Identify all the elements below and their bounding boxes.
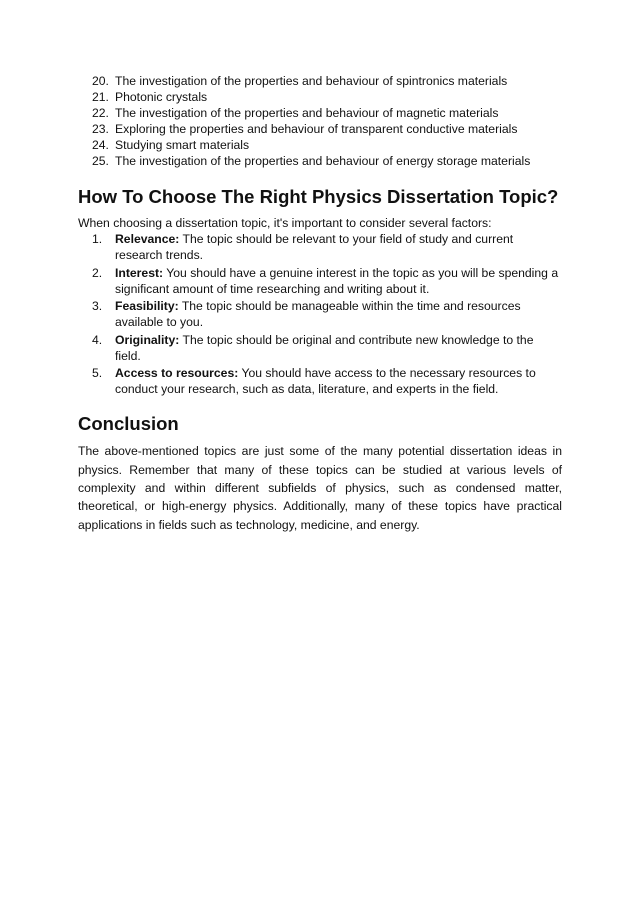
factor-label: Feasibility: — [115, 299, 179, 314]
list-item-number: 21. — [92, 90, 109, 104]
factor-number: 3. — [92, 299, 103, 314]
list-item — [92, 73, 562, 89]
factor-item — [92, 265, 562, 297]
list-item — [92, 121, 562, 137]
list-item-text: Exploring the properties and behaviour of transparent conductive materials — [115, 122, 518, 136]
list-item-text: The investigation of the properties and behaviour of energy storage materials — [115, 154, 531, 168]
list-item-text: Photonic crystals — [115, 90, 208, 104]
list-item-number: 24. — [92, 138, 109, 152]
list-item — [92, 153, 562, 169]
list-item-number: 25. — [92, 154, 109, 168]
topic-list — [78, 73, 562, 169]
conclusion-heading: Conclusion — [78, 413, 179, 435]
factor-text: You should have a genuine interest in the topic as you will be spending a significant amount of time researching and writing about it. — [115, 265, 559, 296]
factor-number: 4. — [92, 332, 103, 347]
list-item-number: 22. — [92, 106, 109, 120]
list-item-text: Studying smart materials — [115, 138, 250, 152]
page-content — [78, 73, 562, 534]
factor-body — [115, 298, 562, 330]
list-item-number: 20. — [92, 74, 109, 88]
list-item — [92, 137, 562, 153]
factor-body — [115, 332, 562, 364]
factor-label: Relevance: — [115, 232, 180, 246]
list-item-text: The investigation of the properties and behaviour of magnetic materials — [115, 106, 499, 120]
factor-body — [115, 365, 562, 397]
factor-item — [92, 365, 562, 397]
list-item-number: 23. — [92, 122, 109, 136]
factor-item — [92, 332, 562, 364]
factor-body — [115, 265, 562, 297]
factor-body — [115, 231, 562, 263]
conclusion-paragraph: The above-mentioned topics are just some of the many potential dissertation ideas in physics. Remember that many of these topics can be studied at various levels of complexity and within different subfields of physics, such as condensed matter, theoretical, or high-energy physics. Additionally, many of these topics have practical applications in fields such as technology, medicine, and energy. — [78, 444, 562, 532]
factor-item — [92, 298, 562, 330]
factor-number: 5. — [92, 366, 103, 381]
choose-topic-intro: When choosing a dissertation topic, it's important to consider several factors: — [78, 216, 492, 230]
factor-label: Interest: — [115, 265, 164, 280]
factor-text: The topic should be relevant to your field of study and current research trends. — [115, 232, 514, 262]
list-item — [92, 89, 562, 105]
factor-text: The topic should be original and contribute new knowledge to the field. — [115, 332, 534, 363]
factor-number: 2. — [92, 265, 103, 280]
list-item — [92, 105, 562, 121]
factor-item — [92, 231, 562, 263]
factor-text: The topic should be manageable within the time and resources available to you. — [115, 299, 521, 330]
factor-number: 1. — [92, 232, 103, 246]
list-item-text: The investigation of the properties and behaviour of spintronics materials — [115, 74, 508, 88]
choose-topic-heading: How To Choose The Right Physics Dissertation Topic? — [78, 186, 559, 207]
factor-text: You should have access to the necessary resources to conduct your research, such as data, literature, and experts in the field. — [115, 366, 536, 397]
factor-label: Originality: — [115, 332, 180, 347]
factor-label: Access to resources: — [115, 366, 239, 381]
factor-list — [78, 231, 562, 397]
